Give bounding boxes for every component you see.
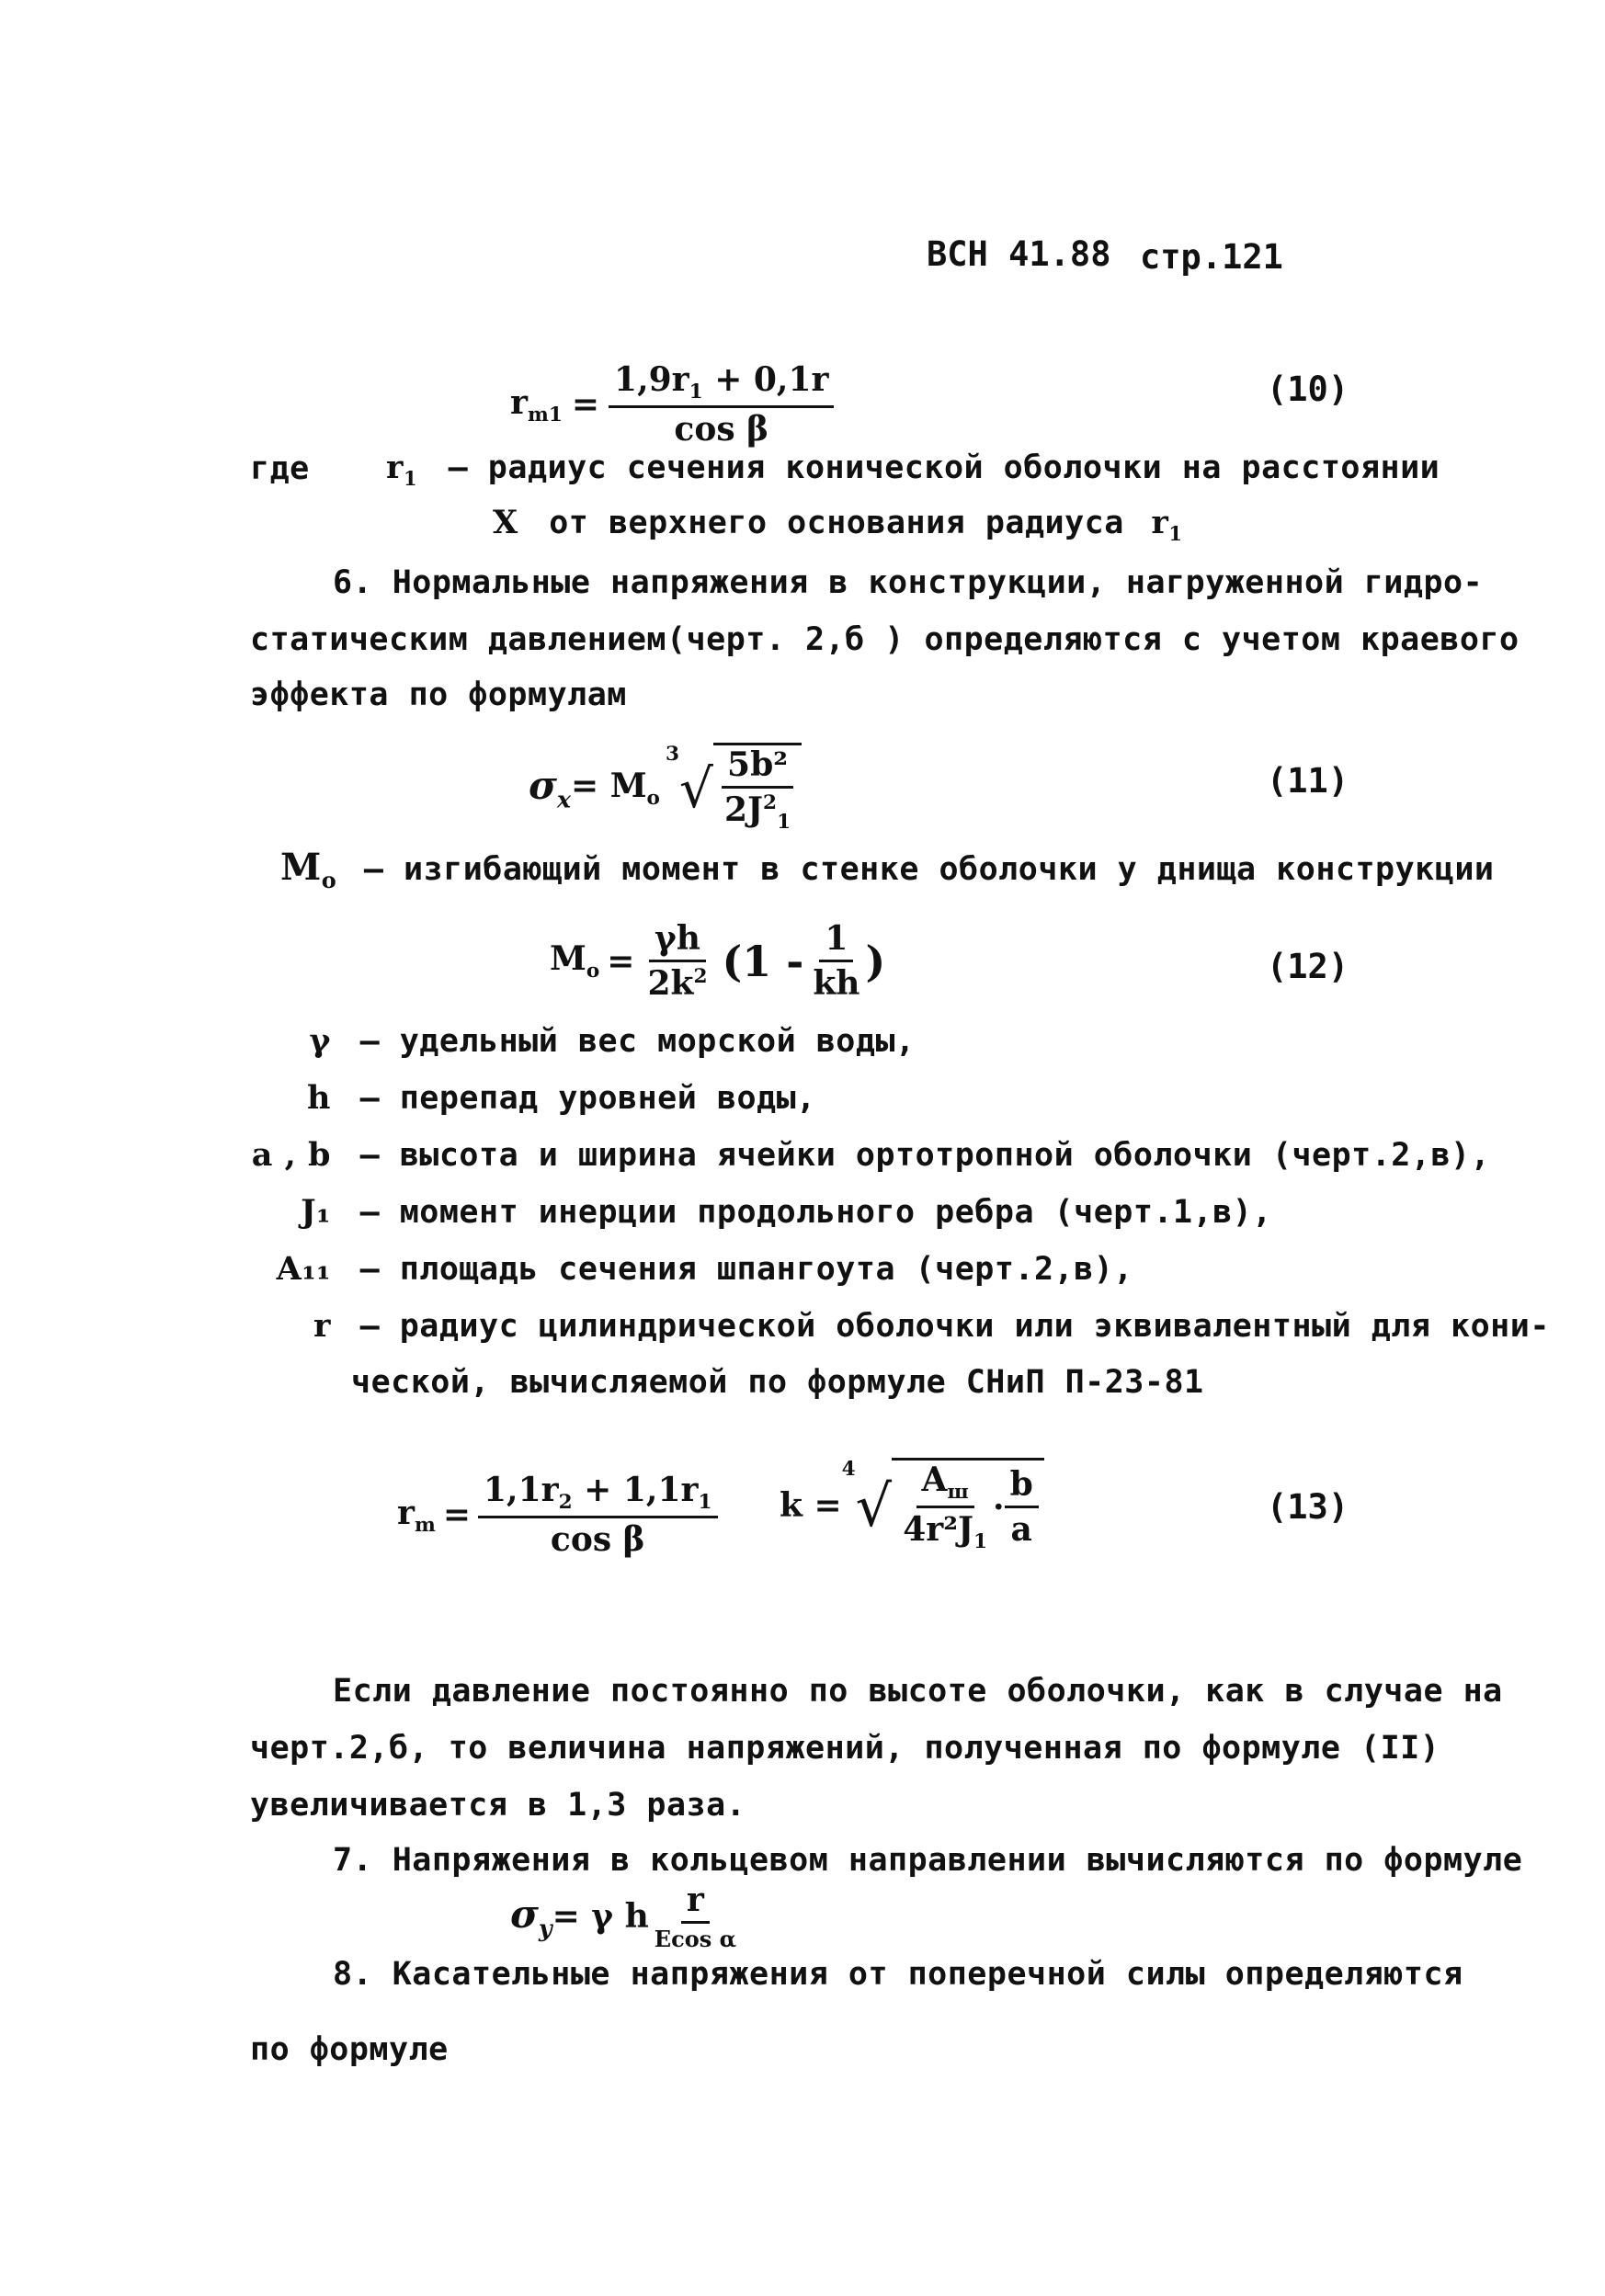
para8-line2: по формуле bbox=[250, 2031, 449, 2068]
para-const-line2: черт.2,б, то величина напряжений, полученная по формуле (II) bbox=[250, 1730, 1440, 1767]
para7-line1: 7. Напряжения в кольцевом направлении вычисляются по формуле bbox=[333, 1842, 1523, 1879]
formula-sigma-y: $\sigma_y$ = γ h $\frac{r}{\text{Ecos α}}$ bbox=[510, 1881, 737, 1952]
def-r-cont: ческой, вычисляемой по формуле СНиП П-23-81 bbox=[351, 1364, 1204, 1401]
para-const-line3: увеличивается в 1,3 раза. bbox=[250, 1787, 746, 1824]
para6-line1: 6. Нормальные напряжения в конструкции, нагруженной гидро- bbox=[333, 564, 1484, 601]
formula-10-number: (10) bbox=[1267, 369, 1349, 409]
formula-12: $M_o$ = $\frac{\gamma h}{2k^2}$ (1 - $\frac{1}{kh}$ ) bbox=[550, 919, 886, 1003]
para6-line2: статическим давлением(черт. 2,б ) определяются с учетом краевого bbox=[250, 621, 1520, 658]
para8-line1: 8. Касательные напряжения от поперечной силы определяются bbox=[333, 1956, 1463, 1993]
formula-11: $\sigma_x$ = $M_o$ 3 √ $\frac{\text{5b²}}{2J^2_1}$ bbox=[529, 743, 802, 834]
doc-code: ВСН 41.88 bbox=[927, 234, 1111, 274]
formula-11-number: (11) bbox=[1267, 761, 1349, 801]
where-label: где bbox=[250, 450, 310, 487]
mo-definition: $M_o$ – изгибающий момент в стенке оболочки у днища конструкции bbox=[280, 846, 1495, 893]
para6-line3: эффекта по формулам bbox=[250, 676, 627, 713]
def-j1: J₁ – момент инерции продольного ребра (черт.1,в), bbox=[301, 1193, 1272, 1231]
formula-13-rm: $r_m$ = $\frac{1,1r_2 + 1,1r_1}{\text{cos β}}$ bbox=[397, 1471, 718, 1559]
formula-13-number: (13) bbox=[1267, 1487, 1349, 1527]
where-definition-cont: X от верхнего основания радиуса $r_1$ bbox=[493, 504, 1183, 545]
formula-13-k: k = 4 √ $\frac{A_ш}{4r^2J_1}$ · $\frac{b}{a}$ bbox=[780, 1458, 1044, 1553]
def-r: r – радиус цилиндрической оболочки или эквивалентный для кони- bbox=[313, 1307, 1550, 1345]
def-gamma: γ – удельный вес морской воды, bbox=[309, 1022, 916, 1060]
formula-12-number: (12) bbox=[1267, 947, 1349, 986]
def-h: h – перепад уровней воды, bbox=[307, 1079, 816, 1117]
page-number: стр.121 bbox=[1140, 237, 1283, 277]
def-a-sh: A₁₁ – площадь сечения шпангоута (черт.2,в), bbox=[276, 1250, 1133, 1288]
where-definition: $r_1$ – радиус сечения конической оболочки на расстоянии bbox=[386, 449, 1440, 490]
formula-10: $r_{m1}$ = $\frac{1,9r_1 + 0,1r}{\text{cos β}}$ bbox=[510, 360, 834, 449]
para-const-line1: Если давление постоянно по высоте оболочки, как в случае на bbox=[333, 1673, 1503, 1710]
def-a-b: a , b – высота и ширина ячейки ортотропной оболочки (черт.2,в), bbox=[251, 1136, 1491, 1174]
